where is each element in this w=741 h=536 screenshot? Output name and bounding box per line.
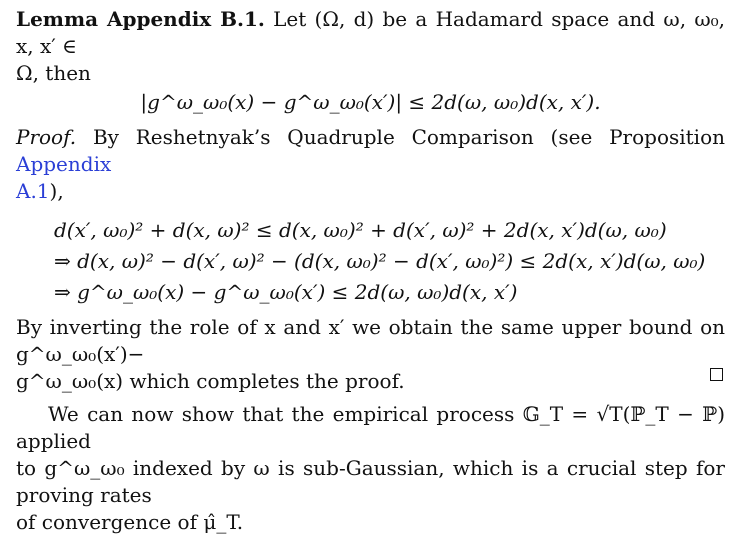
proof-intro <box>16 124 725 205</box>
proposition-link[interactable]: Appendix <box>16 152 112 176</box>
lemma-statement-line2: Ω, then <box>16 61 91 85</box>
proof-intro-suffix: ), <box>49 179 64 203</box>
followup-paragraph <box>16 401 725 536</box>
lemma-statement <box>16 6 725 87</box>
qed-box-icon <box>710 368 723 381</box>
proof-equation-line-1: d(x′, ω₀)² + d(x, ω)² ≤ d(x, ω₀)² + d(x′, ω)² + 2d(x, x′)d(ω, ω₀) <box>54 218 667 242</box>
followup-line1: We can now show that the empirical process 𝔾_T = √T(ℙ_T − ℙ) applied <box>16 402 725 453</box>
proof-closing-line2: g^ω_ω₀(x) which completes the proof. <box>16 369 405 393</box>
lemma-display-equation: |g^ω_ω₀(x) − g^ω_ω₀(x′)| ≤ 2d(ω, ω₀)d(x, x′). <box>140 90 601 114</box>
followup-line3: of convergence of μ̂_T. <box>16 510 244 534</box>
proof-closing <box>16 314 725 395</box>
proof-equation-line-3: ⇒ g^ω_ω₀(x) − g^ω_ω₀(x′) ≤ 2d(ω, ω₀)d(x, x′) <box>54 280 518 304</box>
followup-line2: to g^ω_ω₀ indexed by ω is sub-Gaussian, which is a crucial step for proving rates <box>16 456 725 507</box>
proposition-link-number[interactable]: A.1 <box>16 179 50 203</box>
lemma-statement-line1: Let (Ω, d) be a Hadamard space and ω, ω₀, x, x′ ∈ <box>16 7 726 58</box>
lemma-label: Lemma Appendix B.1. <box>16 7 265 31</box>
proof-closing-line1: By inverting the role of x and x′ we obtain the same upper bound on g^ω_ω₀(x′)− <box>16 315 725 366</box>
proof-label: Proof. <box>16 125 77 149</box>
proof-equation-block <box>54 215 725 308</box>
proof-intro-text: By Reshetnyak’s Quadruple Comparison (see Proposition <box>92 125 725 149</box>
proof-equation-line-2: ⇒ d(x, ω)² − d(x′, ω)² − (d(x, ω₀)² − d(x′, ω₀)²) ≤ 2d(x, x′)d(ω, ω₀) <box>54 249 706 273</box>
